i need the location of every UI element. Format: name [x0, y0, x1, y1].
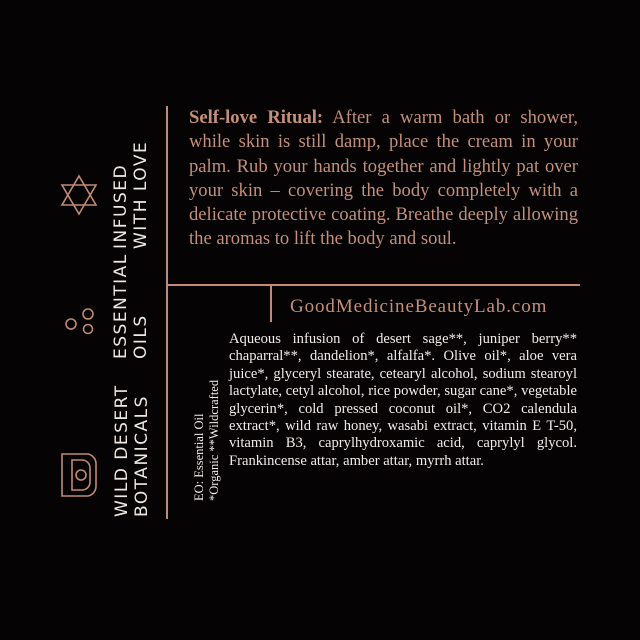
infused-line-2: WITH LOVE: [131, 140, 151, 249]
wild-desert-botanicals-label: [112, 357, 152, 517]
essential-oils-label: [111, 245, 151, 359]
horizontal-divider: [166, 284, 580, 286]
footnote-essential-oil: EO: Essential Oil: [192, 413, 206, 501]
main-vertical-divider: [166, 106, 168, 519]
essential-line-1: ESSENTIAL: [111, 253, 131, 359]
eight-point-star-icon: [58, 174, 100, 216]
essential-line-2: OILS: [131, 314, 151, 359]
website-url: GoodMedicineBeautyLab.com: [290, 296, 548, 317]
botanicals-line-1: WILD DESERT: [112, 384, 132, 517]
botanicals-line-2: BOTANICALS: [132, 395, 152, 517]
infused-line-1: INFUSED: [111, 163, 131, 249]
ingredients-list: Aqueous infusion of desert sage**, juniper berry** chaparral**, dandelion*, alfalfa*. Olive oil*, aloe vera juice*, glyceryl stearate, cetearyl alcohol, sodium stearoyl lactylate, cetyl alcohol, rice powder, sugar cane*, vegetable glycerin*, cold pressed coconut oil*, CO2 calendula extract*, wild raw honey, wasabi extract, vitamin E T-50, vitamin B3, caprylhydroxamic acid, caprylyl glycol. Frankincense attar, amber attar, myrrh attar.: [229, 331, 577, 469]
three-circles-icon: [62, 305, 98, 335]
ritual-body: After a warm bath or shower, while skin is still damp, place the cream in your palm. Rub your hands together and lightly pat over your skin – covering the body completely with a delicate protective coating. Breathe deeply allowing the aromas to lift the body and soul.: [189, 107, 578, 250]
self-love-ritual-text: [189, 106, 578, 252]
footnote-organic-wildcrafted: *Organic **Wildcrafted: [207, 379, 221, 501]
ritual-heading: Self-love Ritual:: [189, 107, 324, 128]
infused-with-love-label: [111, 99, 151, 249]
url-vertical-divider: [270, 284, 272, 322]
gmb-monogram-icon: [58, 452, 100, 498]
ingredient-footnotes: [192, 349, 224, 501]
